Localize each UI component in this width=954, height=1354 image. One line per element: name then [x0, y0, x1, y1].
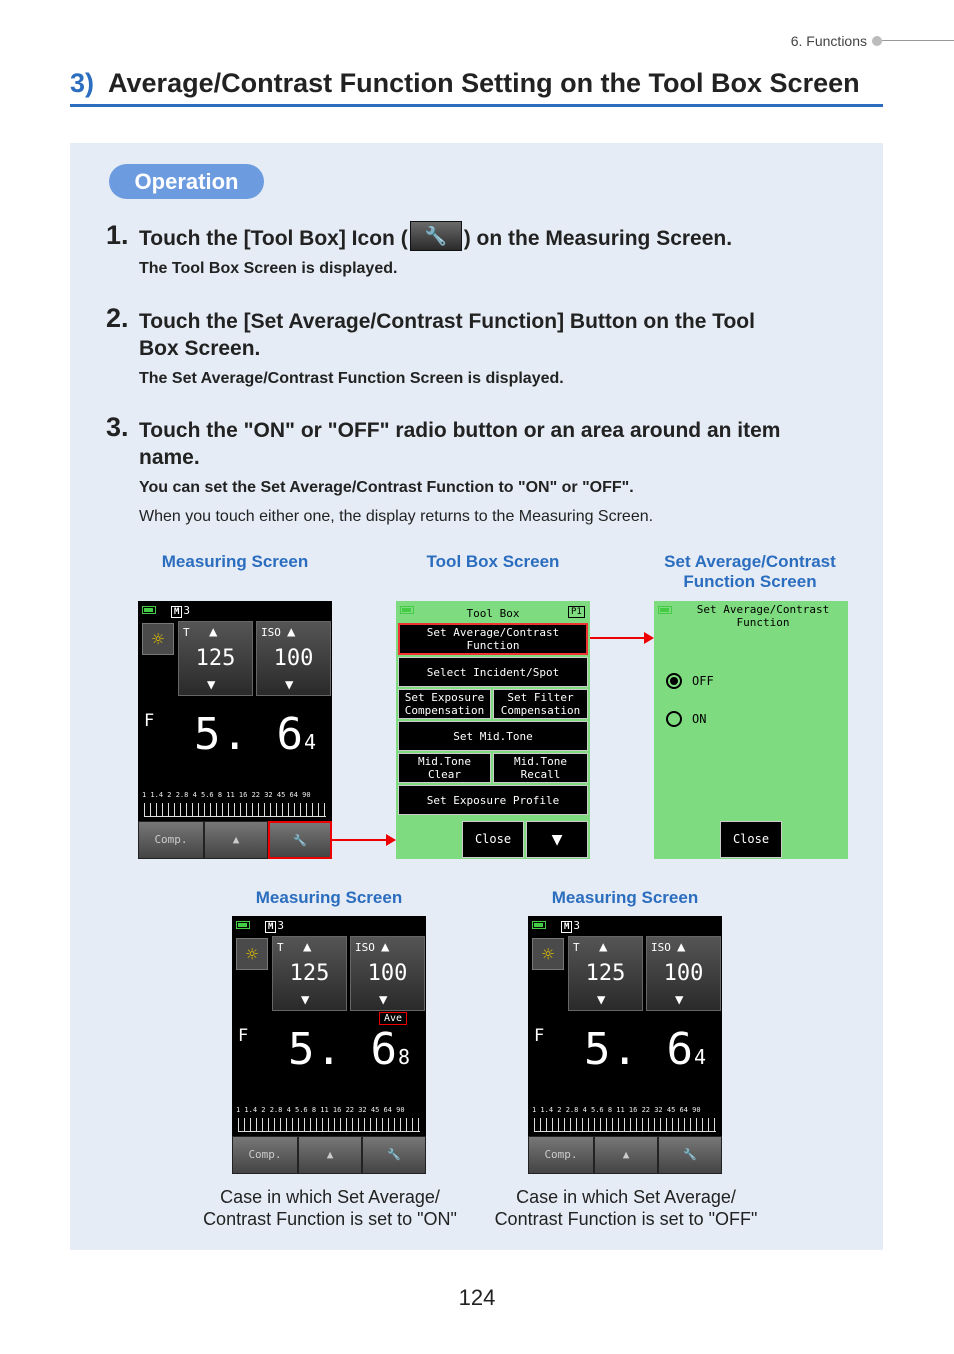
- set-average-contrast-button[interactable]: Set Average/Contrast Function: [398, 623, 588, 655]
- dome-icon[interactable]: ▲: [204, 821, 268, 859]
- toolbox-title: Tool Box: [466, 607, 520, 620]
- step-3-sub: You can set the Set Average/Contrast Function to "ON" or "OFF".: [139, 479, 634, 496]
- off-label[interactable]: OFF: [692, 674, 714, 688]
- scale-ticks: [238, 1118, 420, 1132]
- case-off-line2: Contrast Function is set to "OFF": [494, 1209, 758, 1229]
- shutter-box[interactable]: T ▲ 125 ▼: [568, 936, 643, 1011]
- set-average-contrast-screen: [654, 601, 848, 859]
- step-1-post: ) on the Measuring Screen.: [463, 227, 733, 250]
- on-radio-button[interactable]: [666, 711, 682, 727]
- up-arrow-icon[interactable]: ▲: [599, 939, 608, 955]
- battery-icon: [532, 921, 546, 929]
- section-title-text: Average/Contrast Function Setting on the Tool Box Screen: [108, 68, 860, 98]
- mode-indicator: M 3: [171, 604, 190, 618]
- caption-toolbox-screen: Tool Box Screen: [426, 552, 560, 571]
- measuring-screen-on: [232, 916, 426, 1174]
- toolbox-icon[interactable]: 🔧: [268, 821, 332, 859]
- mode-indicator: M 3: [561, 919, 580, 933]
- step-1-pre: Touch the [Tool Box] Icon (: [139, 227, 408, 250]
- sun-icon[interactable]: ☼: [142, 623, 174, 655]
- select-incident-spot-button[interactable]: Select Incident/Spot: [398, 657, 588, 687]
- step-3-number: 3.: [106, 412, 129, 442]
- shutter-box[interactable]: T ▲ 125 ▼: [178, 621, 253, 696]
- step-2-sub: The Set Average/Contrast Function Screen is displayed.: [139, 370, 564, 387]
- sun-icon[interactable]: ☼: [236, 938, 268, 970]
- iso-value: 100: [367, 961, 408, 986]
- dome-icon[interactable]: ▲: [594, 1136, 658, 1174]
- toolbox-icon[interactable]: 🔧: [362, 1136, 426, 1174]
- f-label: F: [534, 1026, 545, 1046]
- setavg-title: Set Average/Contrast Function: [696, 603, 830, 629]
- step-3-line1: Touch the "ON" or "OFF" radio button or an area around an item: [139, 419, 781, 442]
- step-3-note: When you touch either one, the display returns to the Measuring Screen.: [139, 508, 654, 525]
- up-arrow-icon[interactable]: ▲: [677, 939, 686, 955]
- battery-icon: [236, 921, 250, 929]
- scale-ticks: [534, 1118, 716, 1132]
- measuring-screen-off: [528, 916, 722, 1174]
- aperture-scale: 1 1.4 2 2.8 4 5.6 8 11 16 22 32 45 64 90: [236, 1106, 405, 1114]
- f-label: F: [238, 1026, 249, 1046]
- down-arrow-icon[interactable]: ▼: [207, 677, 216, 693]
- arrow-to-toolbox: [332, 839, 394, 841]
- up-arrow-icon[interactable]: ▲: [287, 624, 296, 640]
- step-2-line2: Box Screen.: [139, 337, 261, 360]
- off-radio-button[interactable]: [666, 673, 682, 689]
- on-label[interactable]: ON: [692, 712, 707, 726]
- set-mid-tone-button[interactable]: Set Mid.Tone: [398, 721, 588, 751]
- set-exposure-compensation-button[interactable]: Set Exposure Compensation: [398, 689, 491, 719]
- caption-setavg-line2: Function Screen: [683, 572, 817, 591]
- header-dot: [872, 36, 882, 46]
- measuring-screen-1: [138, 601, 332, 859]
- battery-icon: [142, 606, 156, 614]
- case-off-line1: Case in which Set Average/: [516, 1187, 736, 1207]
- scale-ticks: [144, 803, 326, 817]
- page-number: 124: [458, 1285, 496, 1310]
- shutter-box[interactable]: T ▲ 125 ▼: [272, 936, 347, 1011]
- down-arrow-icon[interactable]: ▼: [675, 992, 684, 1008]
- down-arrow-icon[interactable]: ▼: [301, 992, 310, 1008]
- running-header: 6. Functions: [790, 33, 867, 49]
- case-on-line2: Contrast Function is set to "ON": [203, 1209, 457, 1229]
- ave-badge: Ave: [379, 1012, 407, 1025]
- next-page-icon[interactable]: ▼: [526, 821, 588, 858]
- sun-icon[interactable]: ☼: [532, 938, 564, 970]
- caption-measuring-screen: Measuring Screen: [161, 552, 309, 571]
- step-1-number: 1.: [106, 220, 129, 250]
- arrow-to-setavg: [590, 637, 652, 639]
- set-exposure-profile-button[interactable]: Set Exposure Profile: [398, 785, 588, 815]
- aperture-scale: 1 1.4 2 2.8 4 5.6 8 11 16 22 32 45 64 90: [142, 791, 311, 799]
- case-on-line1: Case in which Set Average/: [220, 1187, 440, 1207]
- operation-badge: Operation: [109, 164, 264, 199]
- title-rule: [70, 104, 883, 107]
- f-value: 5. 68: [288, 1024, 412, 1075]
- mode-indicator: M 3: [265, 919, 284, 933]
- step-2-number: 2.: [106, 303, 129, 333]
- comp-button[interactable]: Comp.: [528, 1136, 594, 1174]
- step-3-line2: name.: [139, 446, 200, 469]
- f-label: F: [144, 711, 155, 731]
- f-value: 5. 64: [194, 709, 318, 760]
- step-1-sub: The Tool Box Screen is displayed.: [139, 260, 398, 277]
- page-indicator: P1: [568, 606, 585, 618]
- toolbox-wrench-icon: 🔧: [410, 221, 462, 251]
- battery-icon: [658, 606, 672, 614]
- up-arrow-icon[interactable]: ▲: [303, 939, 312, 955]
- f-value: 5. 64: [584, 1024, 708, 1075]
- caption-measuring-on: Measuring Screen: [255, 888, 403, 907]
- down-arrow-icon[interactable]: ▼: [285, 677, 294, 693]
- shutter-value: 125: [289, 961, 330, 986]
- iso-value: 100: [663, 961, 704, 986]
- toolbox-icon[interactable]: 🔧: [658, 1136, 722, 1174]
- step-1-text: [139, 225, 732, 252]
- set-filter-compensation-button[interactable]: Set Filter Compensation: [493, 689, 588, 719]
- toolbox-screen: [396, 601, 590, 859]
- down-arrow-icon[interactable]: ▼: [379, 992, 388, 1008]
- caption-setavg-line1: Set Average/Contrast: [664, 552, 836, 571]
- comp-button[interactable]: Comp.: [138, 821, 204, 859]
- shutter-value: 125: [585, 961, 626, 986]
- iso-box[interactable]: ISO ▲ 100 ▼: [350, 936, 425, 1011]
- caption-measuring-off: Measuring Screen: [551, 888, 699, 907]
- close-button[interactable]: Close: [720, 821, 782, 858]
- up-arrow-icon[interactable]: ▲: [209, 624, 218, 640]
- iso-box[interactable]: ISO ▲ 100 ▼: [646, 936, 721, 1011]
- step-2-line1: Touch the [Set Average/Contrast Function] Button on the Tool: [139, 310, 755, 333]
- comp-button[interactable]: Comp.: [232, 1136, 298, 1174]
- iso-value: 100: [273, 646, 314, 671]
- mid-tone-clear-button[interactable]: Mid.Tone Clear: [398, 753, 491, 783]
- mid-tone-recall-button[interactable]: Mid.Tone Recall: [493, 753, 588, 783]
- close-button[interactable]: Close: [462, 821, 524, 858]
- dome-icon[interactable]: ▲: [298, 1136, 362, 1174]
- header-line: [882, 40, 954, 41]
- section-title: [70, 68, 860, 99]
- shutter-value: 125: [195, 646, 236, 671]
- section-number: 3): [70, 68, 95, 98]
- down-arrow-icon[interactable]: ▼: [597, 992, 606, 1008]
- aperture-scale: 1 1.4 2 2.8 4 5.6 8 11 16 22 32 45 64 90: [532, 1106, 701, 1114]
- iso-box[interactable]: ISO ▲ 100 ▼: [256, 621, 331, 696]
- up-arrow-icon[interactable]: ▲: [381, 939, 390, 955]
